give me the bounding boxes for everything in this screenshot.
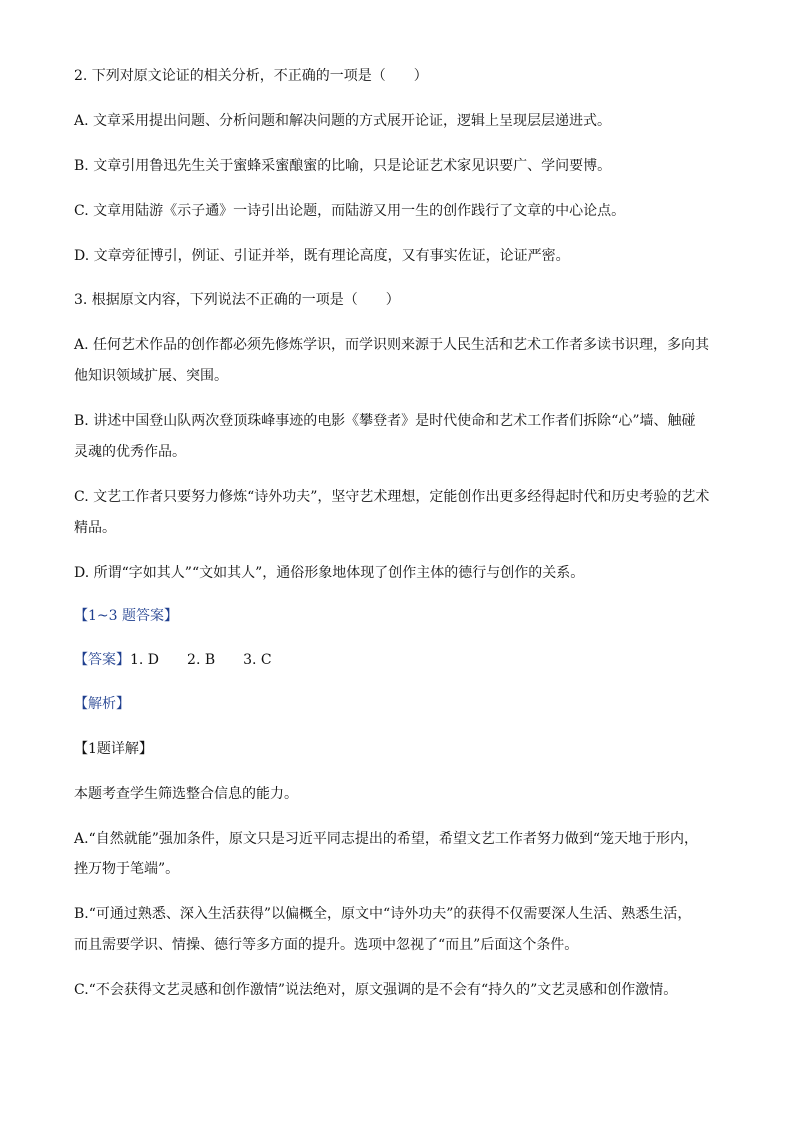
question-3-stem: 3. 根据原文内容，下列说法不正确的一项是（ ）	[74, 292, 400, 308]
question-2-stem: 2. 下列对原文论证的相关分析，不正确的一项是（ ）	[74, 68, 428, 84]
question-3-option-c-line-2: 精品。	[74, 520, 116, 536]
answer-heading: 【1~3 题答案】	[74, 608, 178, 624]
question-1-analysis-b-line-2: 而且需要学识、情操、德行等多方面的提升。选项中忽视了“而且”后面这个条件。	[74, 937, 579, 953]
answer-line	[74, 650, 724, 670]
question-1-analysis-b-line-1: B.“可通过熟悉、深入生活获得”以偏概全，原文中“诗外功夫”的获得不仅需要深人生活、熟悉生活，	[74, 906, 692, 922]
analysis-heading: 【解析】	[74, 696, 130, 712]
question-1-analysis-c: C.“不会获得文艺灵感和创作激情”说法绝对，原文强调的是不会有“持久的”文艺灵感和创作激情。	[74, 982, 678, 998]
question-1-intro: 本题考查学生筛选整合信息的能力。	[74, 786, 298, 802]
question-2-option-c: C. 文章用陆游《示子遹》一诗引出论题，而陆游又用一生的创作践行了文章的中心论点。	[74, 203, 626, 219]
answer-values: 1. D 2. B 3. C	[130, 652, 272, 668]
question-3-option-b-line-2: 灵魂的优秀作品。	[74, 444, 186, 460]
question-2-option-a: A. 文章采用提出问题、分析问题和解决问题的方式展开论证，逻辑上呈现层层递进式。	[74, 113, 612, 129]
question-3-option-c-line-1: C. 文艺工作者只要努力修炼“诗外功夫”，坚守艺术理想，定能创作出更多经得起时代和历史考验的艺术	[74, 489, 710, 505]
question-3-option-b-line-1: B. 讲述中国登山队两次登顶珠峰事迹的电影《攀登者》是时代使命和艺术工作者们拆除“心”墙、触碰	[74, 413, 696, 429]
question-2-option-d: D. 文章旁征博引，例证、引证并举，既有理论高度，又有事实佐证，论证严密。	[74, 248, 570, 264]
question-1-detail-heading: 【1题详解】	[74, 741, 153, 757]
question-2-option-b: B. 文章引用鲁迅先生关于蜜蜂采蜜酿蜜的比喻，只是论证艺术家见识要广、学问要博。	[74, 158, 612, 174]
question-3-option-a-line-2: 他知识领域扩展、突围。	[74, 368, 228, 384]
question-1-analysis-a-line-1: A.“自然就能”强加条件，原文只是习近平同志提出的希望，希望文艺工作者努力做到“笼天地于形内，	[74, 831, 699, 847]
question-3-option-a-line-1: A. 任何艺术作品的创作都必须先修炼学识，而学识则来源于人民生活和艺术工作者多读书识理，多向其	[74, 337, 710, 353]
answer-label: 【答案】	[74, 652, 130, 668]
question-1-analysis-a-line-2: 挫万物于笔端”。	[74, 861, 180, 877]
question-3-option-d: D. 所谓“字如其人”“文如其人”，通俗形象地体现了创作主体的德行与创作的关系。	[74, 565, 585, 581]
